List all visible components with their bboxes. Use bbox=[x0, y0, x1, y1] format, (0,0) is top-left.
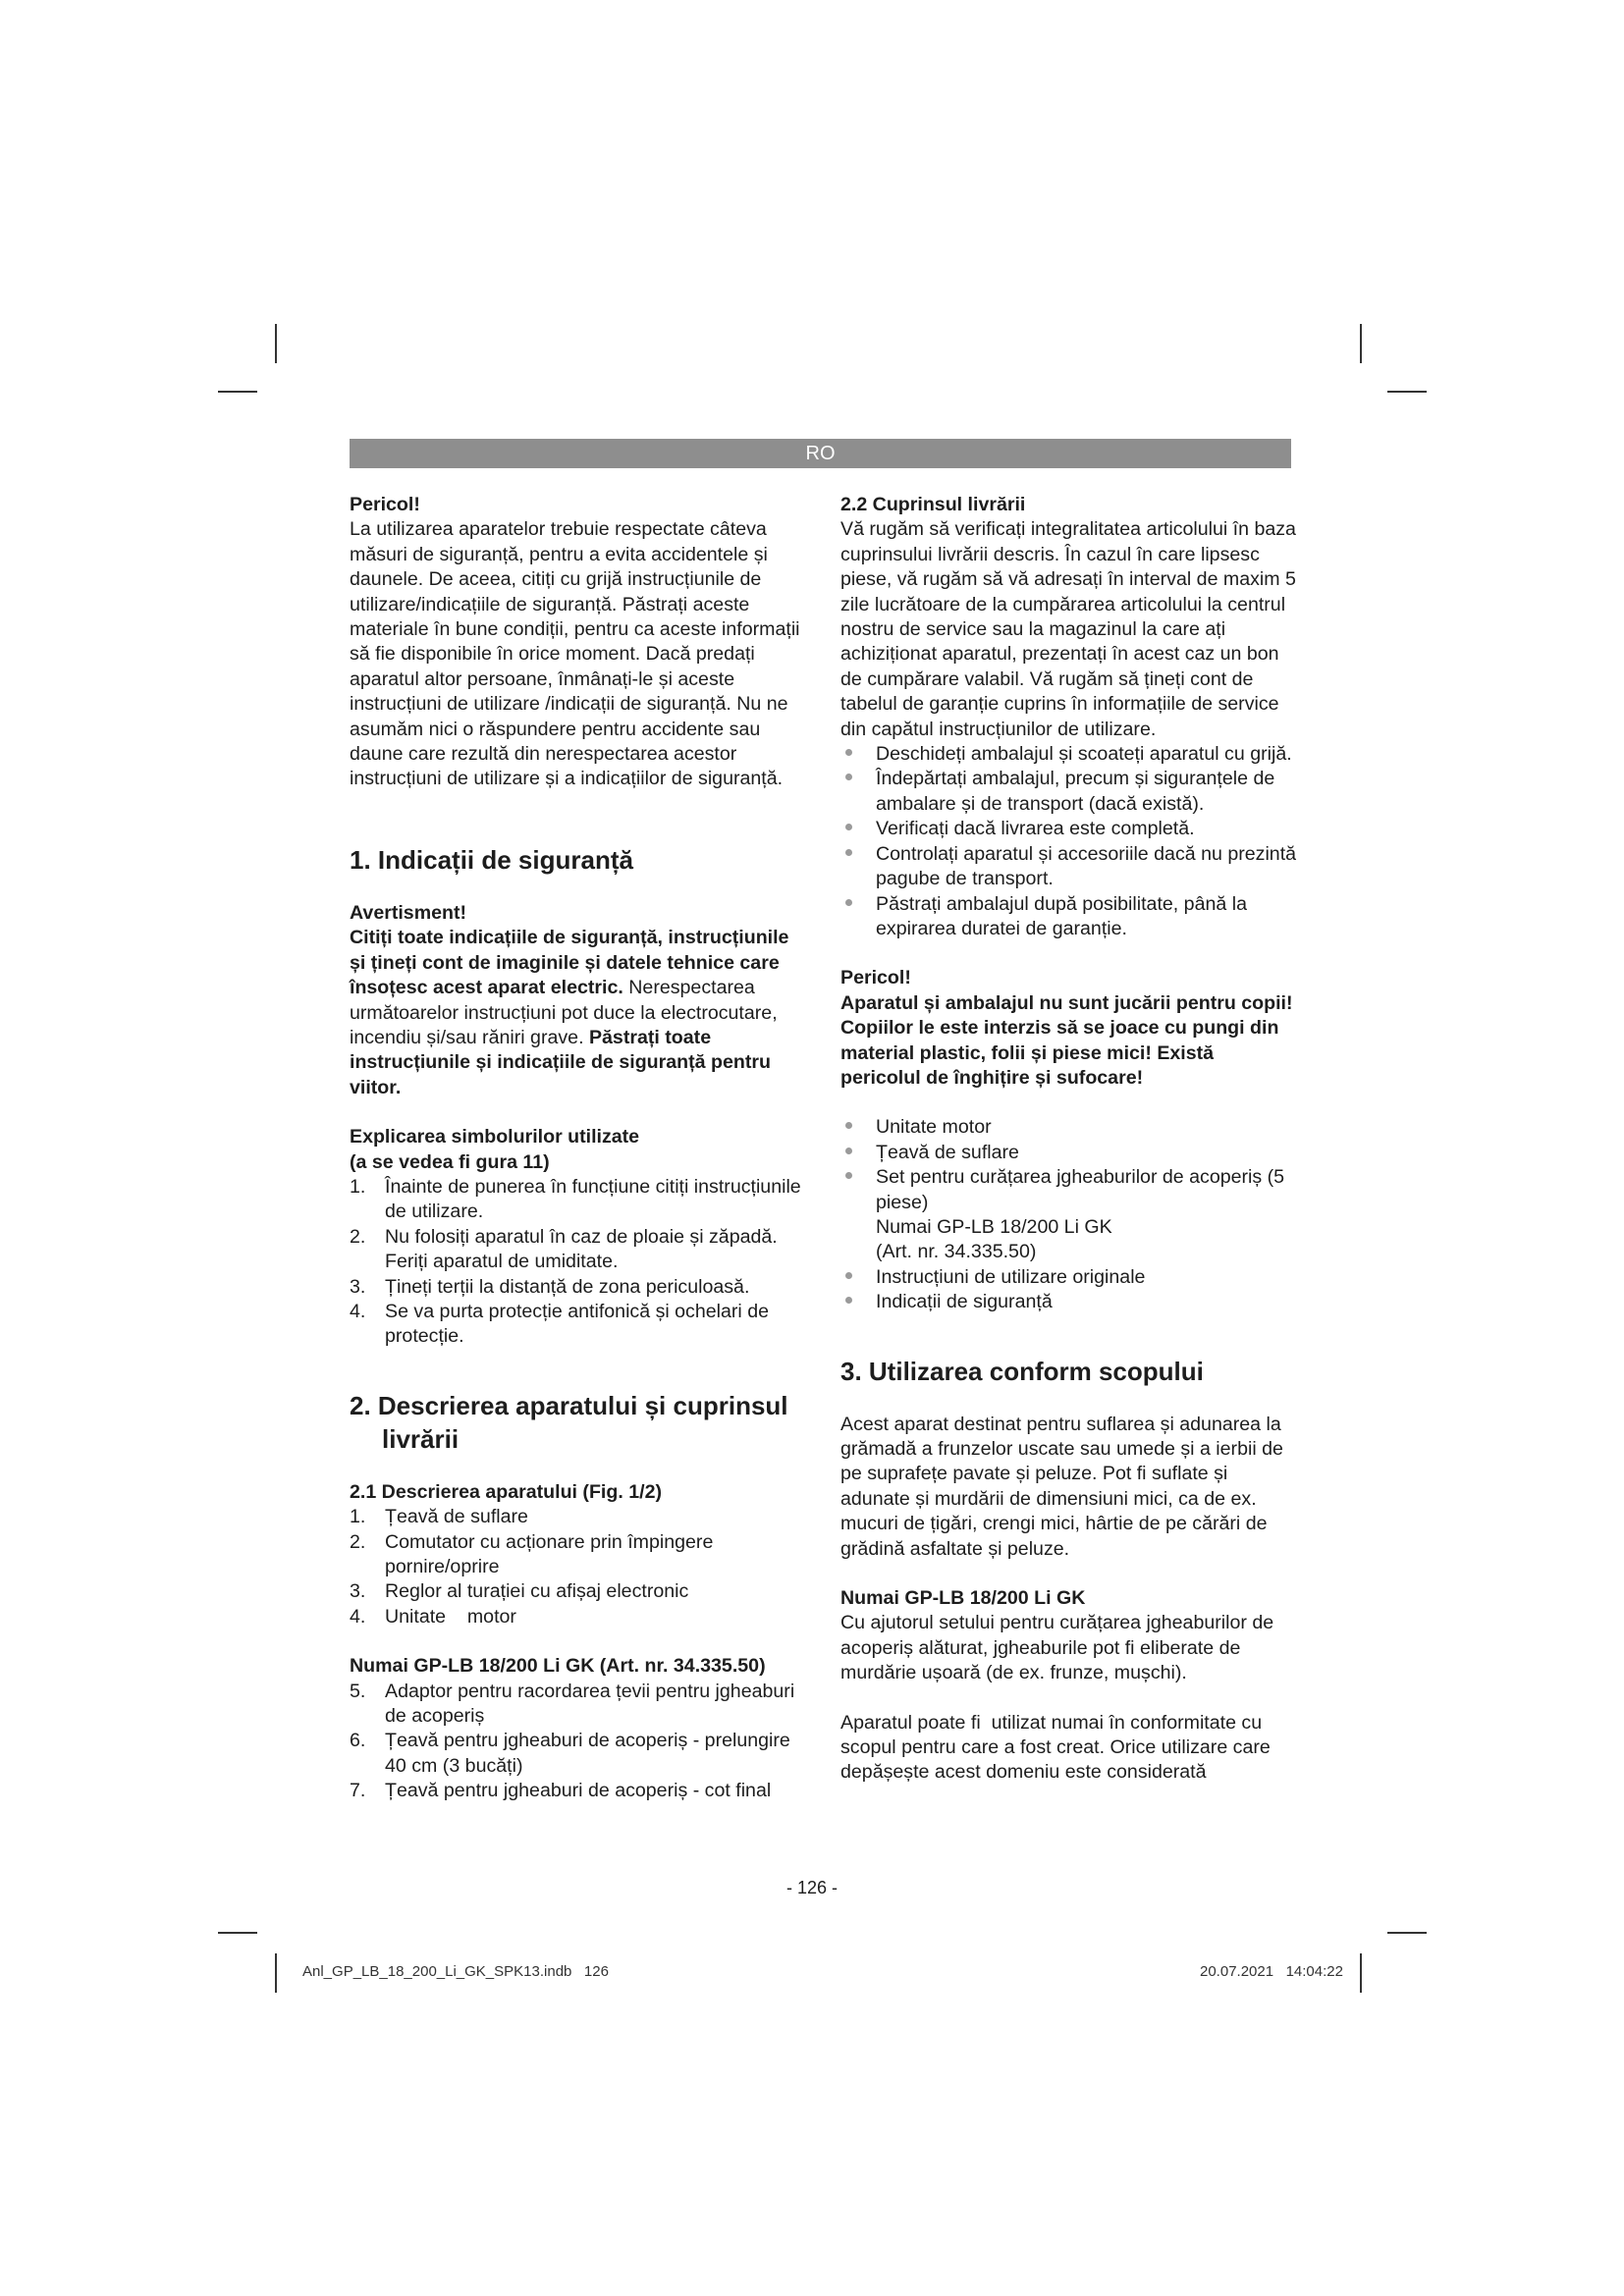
crop-mark bbox=[275, 324, 277, 363]
model-only-title-2: Numai GP-LB 18/200 Li GK bbox=[840, 1587, 1086, 1610]
item-number: 6. bbox=[350, 1730, 366, 1752]
item-text: Reglor al turației cu afișaj electronic bbox=[385, 1580, 689, 1603]
symbols-list bbox=[350, 1175, 807, 1350]
list-item bbox=[840, 742, 1298, 767]
item-number: 7. bbox=[350, 1780, 366, 1802]
bullet-icon bbox=[845, 1297, 852, 1304]
item-number: 2. bbox=[350, 1225, 366, 1248]
list-item bbox=[840, 1115, 1298, 1140]
intended-use-text: Aparatul poate fi utilizat numai în conformitate cu scopul pentru care a fost creat. Orice utilizare care depășește acest domeniu este considerată bbox=[840, 1711, 1276, 1784]
language-label: RO bbox=[805, 443, 836, 464]
crop-mark bbox=[275, 1953, 277, 1993]
list-item bbox=[350, 1779, 807, 1803]
right-column bbox=[840, 493, 1298, 1786]
list-item bbox=[350, 1605, 807, 1629]
page-number: - 126 - bbox=[785, 1878, 839, 1897]
warning-text bbox=[350, 926, 807, 1100]
symbols-subtitle: (a se vedea fi gura 11) bbox=[350, 1150, 550, 1173]
crop-mark bbox=[218, 1932, 257, 1934]
footer-date-time: 20.07.2021 14:04:22 bbox=[1200, 1963, 1343, 1980]
delivery-contents-list bbox=[840, 1115, 1298, 1314]
section-3-text: Acest aparat destinat pentru suflarea și adunarea la grămadă a frunzelor uscate sau umede și a ierbii de pe suprafețe pavate și peluze. Pot fi suflate și adunate și murdării de dimensiuni mici, ca de ex. mucuri de țigări, crengi mici, hârtie de pe cărări de grădină asfaltate și peluze. bbox=[840, 1413, 1283, 1560]
item-text: Comutator cu acționare prin împingere pornire/oprire bbox=[385, 1530, 714, 1577]
list-item bbox=[350, 1680, 807, 1730]
list-item bbox=[840, 1265, 1298, 1290]
list-item bbox=[350, 1579, 807, 1604]
item-text: Se va purta protecție antifonică și ochelari de protecție. bbox=[385, 1300, 770, 1348]
item-text: Nu folosiți aparatul în caz de ploaie și zăpadă. Feriți aparatul de umiditate. bbox=[385, 1225, 778, 1273]
danger-title-2: Pericol! bbox=[840, 967, 911, 989]
crop-mark bbox=[1360, 1953, 1362, 1993]
danger-text: La utilizarea aparatelor trebuie respectate câteva măsuri de siguranță, pentru a evita accidentele și daunele. De aceea, citiți cu grijă instrucțiunile de utilizare/indicațiile de siguranță. Păstrați aceste materiale în bune condiții, pentru ca aceste informații să fie disponibile în orice moment. Dacă predați aparatul altor persoane, înmânați-le și aceste instrucțiuni de utilizare /indicații de siguranță. Nu ne asumăm nici o răspundere pentru accidente sau daune care rezultă din nerespectarea acestor instrucțiuni de utilizare și a indicațiilor de siguranță. bbox=[350, 518, 800, 790]
bullet-icon bbox=[845, 1148, 852, 1154]
list-item bbox=[840, 892, 1298, 942]
item-text: Înainte de punerea în funcțiune citiți instrucțiunile de utilizare. bbox=[385, 1175, 801, 1223]
list-item bbox=[350, 1530, 807, 1580]
warning-bold-text: Citiți toate indicațiile de siguranță, instrucțiunile și țineți cont de imaginile și datele tehnice care însoțesc acest aparat electric. bbox=[350, 927, 789, 999]
crop-mark bbox=[218, 391, 257, 393]
item-text: Unitate motor bbox=[385, 1605, 516, 1628]
item-text: Îndepărtați ambalajul, precum și siguranțele de ambalare și de transport (dacă există). bbox=[876, 768, 1275, 815]
list-item bbox=[350, 1300, 807, 1350]
item-number: 2. bbox=[350, 1530, 366, 1553]
item-text: Țeavă de suflare bbox=[385, 1506, 528, 1528]
item-number: 5. bbox=[350, 1680, 366, 1702]
model-only-text: Cu ajutorul setului pentru curățarea jgheaburilor de acoperiș alăturat, jgheaburile pot fi eliberate de murdărie ușoară (de ex. frunze, mușchi). bbox=[840, 1612, 1274, 1684]
bullet-icon bbox=[845, 774, 852, 780]
list-item bbox=[840, 1165, 1298, 1265]
bullet-icon bbox=[845, 824, 852, 830]
bullet-icon bbox=[845, 1122, 852, 1129]
model-only-title: Numai GP-LB 18/200 Li GK (Art. nr. 34.335.50) bbox=[350, 1655, 766, 1678]
list-item bbox=[350, 1175, 807, 1225]
danger-title: Pericol! bbox=[350, 494, 420, 515]
item-number: 3. bbox=[350, 1580, 366, 1603]
list-item bbox=[350, 1729, 807, 1779]
item-number: 4. bbox=[350, 1605, 366, 1628]
subsection-2-1-title: 2.1 Descrierea aparatului (Fig. 1/2) bbox=[350, 1480, 662, 1503]
bullet-icon bbox=[845, 749, 852, 756]
item-text: Controlați aparatul și accesoriile dacă nu prezintă pagube de transport. bbox=[876, 842, 1297, 890]
item-number: 1. bbox=[350, 1175, 366, 1198]
bullet-icon bbox=[845, 1172, 852, 1179]
crop-mark bbox=[1387, 1932, 1427, 1934]
list-item bbox=[840, 1290, 1298, 1314]
crop-mark bbox=[1360, 324, 1362, 363]
warning-bold-text-2: Păstrați toate instrucțiunile și indicațiile de siguranță pentru viitor. bbox=[350, 1026, 771, 1098]
list-item bbox=[840, 817, 1298, 841]
bullet-icon bbox=[845, 849, 852, 856]
subsection-2-2-text: Vă rugăm să verificați integralitatea articolului în baza cuprinsului livrării descris. În cazul în care lipsesc piese, vă rugăm să vă adresați în interval de maxim 5 zile lucrătoare de la cumpărarea articolului la centrul nostru de service sau la magazinul la care ați achiziționat aparatul, prezentați în acest caz un bon de cumpărare valabil. Vă rugăm să țineți cont de tabelul de garanție cuprins în informațiile de service din capătul instrucțiunilor de utilizare. bbox=[840, 518, 1296, 740]
item-number: 4. bbox=[350, 1300, 366, 1322]
bullet-icon bbox=[845, 899, 852, 906]
bullet-icon bbox=[845, 1272, 852, 1279]
item-text: Adaptor pentru racordarea țevii pentru jgheaburi de acoperiș bbox=[385, 1680, 795, 1728]
parts-list bbox=[350, 1505, 807, 1629]
item-text: Set pentru curățarea jgheaburilor de acoperiș (5 piese) Numai GP-LB 18/200 Li GK (Art. nr. 34.335.50) bbox=[876, 1166, 1285, 1263]
section-3-title: 3. Utilizarea conform scopului bbox=[840, 1356, 1204, 1386]
list-item bbox=[350, 1275, 807, 1300]
item-text: Verificați dacă livrarea este completă. bbox=[876, 818, 1195, 840]
item-number: 3. bbox=[350, 1275, 366, 1298]
list-item bbox=[350, 1225, 807, 1275]
warning-normal-text: Nerespectarea următoarelor instrucțiuni pot duce la electrocutare, incendiu și/sau răniri grave. bbox=[350, 977, 778, 1048]
crop-mark bbox=[1387, 391, 1427, 393]
item-text: Deschideți ambalajul și scoateți aparatul cu grijă. bbox=[876, 743, 1292, 766]
section-1-title: 1. Indicații de siguranță bbox=[350, 844, 633, 875]
item-text: Țeavă de suflare bbox=[876, 1141, 1019, 1163]
list-item bbox=[840, 767, 1298, 817]
item-number: 1. bbox=[350, 1506, 366, 1528]
subsection-2-2-title: 2.2 Cuprinsul livrării bbox=[840, 494, 1026, 515]
section-2-title: 2. Descrierea aparatului și cuprinsul livrării bbox=[350, 1390, 788, 1454]
item-text: Țeavă pentru jgheaburi de acoperiș - prelungire 40 cm (3 bucăți) bbox=[385, 1730, 790, 1777]
left-column bbox=[350, 493, 807, 1804]
item-text: Instrucțiuni de utilizare originale bbox=[876, 1265, 1146, 1288]
item-text: Unitate motor bbox=[876, 1116, 992, 1139]
model-parts-list bbox=[350, 1680, 807, 1804]
item-text: Păstrați ambalajul după posibilitate, până la expirarea duratei de garanție. bbox=[876, 892, 1247, 939]
list-item bbox=[840, 842, 1298, 892]
language-header-bar bbox=[350, 439, 1291, 468]
danger-text-2: Aparatul și ambalajul nu sunt jucării pentru copii! Copiilor le este interzis să se joace cu pungi din material plastic, folii și piese mici! Există pericolul de înghițire și sufocare! bbox=[840, 991, 1293, 1089]
item-text: Țineți terții la distanță de zona periculoasă. bbox=[385, 1275, 750, 1298]
item-text: Indicații de siguranță bbox=[876, 1291, 1053, 1313]
footer-file-info: Anl_GP_LB_18_200_Li_GK_SPK13.indb 126 bbox=[302, 1963, 609, 1980]
unpacking-steps-list bbox=[840, 742, 1298, 941]
warning-title: Avertisment! bbox=[350, 901, 467, 924]
list-item bbox=[840, 1141, 1298, 1165]
item-text: Țeavă pentru jgheaburi de acoperiș - cot final bbox=[385, 1780, 772, 1802]
symbols-title: Explicarea simbolurilor utilizate bbox=[350, 1126, 640, 1148]
list-item bbox=[350, 1505, 807, 1529]
